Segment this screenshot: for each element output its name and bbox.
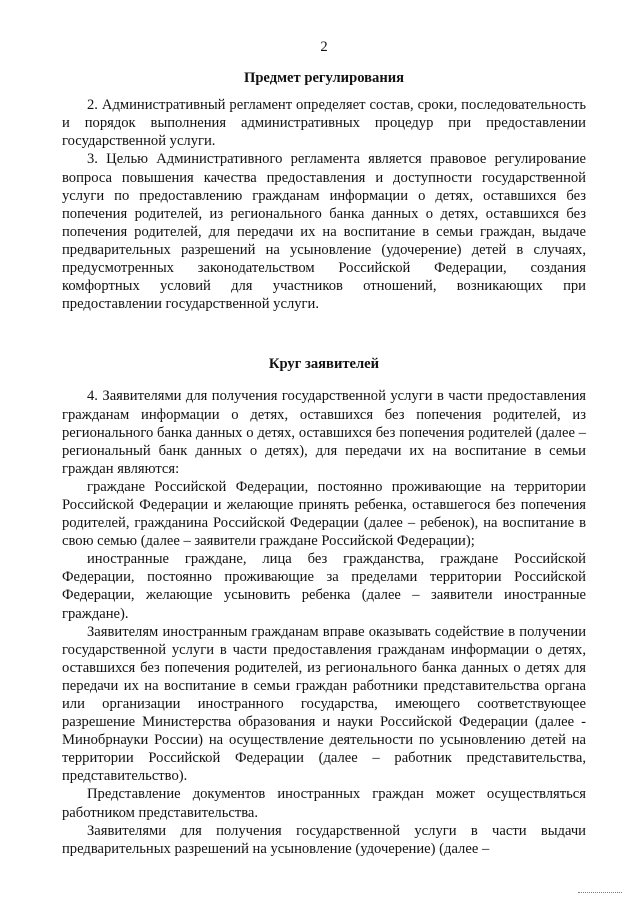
paragraph-3: 3. Целью Административного регламента является правовое регулирование вопроса повышения качества предоставления и доступности государственной услуги по предоставлению гражданам информации о детях, оставшихся без попечения родителей, из регионального банка данных о детях, оставшихся без попечения родителей, для передачи их на воспитание в семьи граждан, выдаче предварительных разрешений на усыновление (удочерение) детей в случаях, предусмотренных законодательством Российской Федерации, создания комфортных условий для участников отношений, возникающих при предоставлении государственной услуги. bbox=[62, 151, 586, 313]
section-subject-of-regulation bbox=[62, 69, 586, 313]
section-applicants bbox=[62, 355, 586, 858]
paragraph-foreign-citizens: иностранные граждане, лица без гражданства, граждане Российской Федерации, постоянно проживающие за пределами территории Российской Федерации, желающие усыновить ребенка (далее – заявители иностранные граждане). bbox=[62, 551, 586, 622]
page-number: 2 bbox=[320, 39, 328, 55]
section-heading-subject: Предмет регулирования bbox=[243, 70, 405, 87]
paragraph-document-submission: Представление документов иностранных граждан может осуществляться работником представительства. bbox=[62, 786, 586, 821]
section-heading-applicants: Круг заявителей bbox=[268, 356, 380, 373]
paragraph-2: 2. Административный регламент определяет состав, сроки, последовательность и порядок выполнения административных процедур при предоставлении государственной услуги. bbox=[62, 97, 586, 150]
page-edge-mark bbox=[578, 886, 622, 893]
paragraph-russian-citizens: граждане Российской Федерации, постоянно проживающие на территории Российской Федерации и желающие принять ребенка, оставшегося без попечения родителей, гражданина Российской Федерации (далее – ребенок), на воспитание в свою семью (далее – заявители граждане Российской Федерации); bbox=[62, 478, 586, 550]
paragraph-4: 4. Заявителями для получения государственной услуги в части предоставления гражданам информации о детях, оставшихся без попечения родителей, из регионального банка данных о детях, оставшихся без попечения родителей (далее – региональный банк данных о детях), для передачи их на воспитание в семьи граждан являются: bbox=[62, 388, 586, 477]
paragraph-preliminary-permits: Заявителями для получения государственной услуги в части выдачи предварительных разрешений на усыновление (удочерение) (далее – bbox=[62, 822, 586, 857]
paragraph-representative-assistance: Заявителям иностранным гражданам вправе оказывать содействие в получении государственной услуги в части предоставления гражданам информации о детях, оставшихся без попечения родителей, из регионального банка данных о детях для передачи их на воспитание в семьи граждан работники представительства органа или организации иностранного государства, имеющего соответствующее разрешение Министерства образования и науки Российской Федерации (далее - Минобрнауки России) на осуществление деятельности по усыновлению детей на территории Российской Федерации (далее – работник представительства, представительство). bbox=[62, 623, 586, 785]
document-page bbox=[62, 38, 586, 858]
